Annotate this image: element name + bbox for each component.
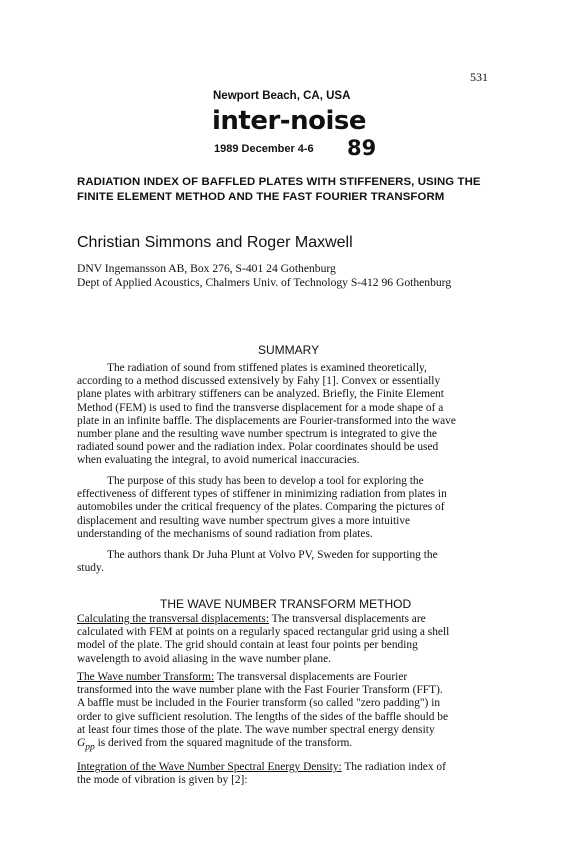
text-line: Integration of the Wave Number Spectral Energy Density: The radiation index of xyxy=(77,761,446,773)
text-line: The radiation of sound from stiffened plates is examined theoretically, xyxy=(107,362,427,374)
text-line: number plane and the resulting wave number spectrum is integrated to give the xyxy=(77,428,437,441)
text-line: automobiles under the critical frequency of the plates. Comparing the pictures of xyxy=(77,501,445,514)
subsection-lead: Calculating the transversal displacements: xyxy=(77,613,270,625)
text-line: radiated sound power and the radiation index. Polar coordinates should be used xyxy=(77,441,439,454)
conference-venue: Newport Beach, CA, USA xyxy=(213,90,351,102)
summary-heading: SUMMARY xyxy=(258,343,320,357)
text-line: Calculating the transversal displacements: The transversal displacements are xyxy=(77,613,426,625)
symbol-G: G xyxy=(77,737,86,750)
text-line: displacement and resulting wave number spectrum gives a more intuitive xyxy=(77,514,411,527)
text-line: according to a method discussed extensively by Fahy [1]. Convex or essentially xyxy=(77,375,441,388)
method-paragraph-3 xyxy=(77,761,487,787)
text-line: The Wave number Transform: The transversal displacements are Fourier xyxy=(77,671,408,683)
summary-paragraph-2 xyxy=(77,475,487,541)
affiliation-1: DNV Ingemansson AB, Box 276, S-401 24 Gothenburg xyxy=(77,262,336,275)
conference-dates: 1989 December 4-6 xyxy=(214,143,314,155)
symbol-subscript-pp: pp xyxy=(85,742,95,753)
subsection-lead: Integration of the Wave Number Spectral Energy Density: xyxy=(77,761,342,773)
paper-title xyxy=(77,175,517,205)
text-line: Method (FEM) is used to find the transverse displacement for a mode shape of a xyxy=(77,401,444,414)
method-paragraph-2 xyxy=(77,671,487,755)
text-line: effectiveness of different types of stiffener in minimizing radiation from plates in xyxy=(77,488,447,501)
text-line: at least four times those of the plate. The wave number spectral energy density xyxy=(77,723,435,736)
method-paragraph-1 xyxy=(77,613,487,666)
conference-logo: inter-noise xyxy=(212,106,366,136)
title-line: FINITE ELEMENT METHOD AND THE FAST FOURIER TRANSFORM xyxy=(77,191,445,203)
text-line: calculated with FEM at points on a regularly spaced rectangular grid using a shell xyxy=(77,626,450,639)
affiliation-2: Dept of Applied Acoustics, Chalmers Univ. of Technology S-412 96 Gothenburg xyxy=(77,276,452,289)
text-line: A baffle must be included in the Fourier transform (so called "zero padding") in xyxy=(77,697,441,710)
text-line: study. xyxy=(77,562,104,575)
text-line: model of the plate. The grid should contain at least four points per bending xyxy=(77,639,418,652)
conference-year-mark: 89 xyxy=(347,136,377,160)
text-line: when evaluating the integral, to avoid numerical inaccuracies. xyxy=(77,454,360,467)
text-line: the mode of vibration is given by [2]: xyxy=(77,774,248,787)
subsection-lead: The Wave number Transform: xyxy=(77,671,215,683)
summary-paragraph-3 xyxy=(77,549,487,575)
text-line: plate in an infinite baffle. The displacements are Fourier-transformed into the wave xyxy=(77,414,456,427)
text-line: transformed into the wave number plane with the Fast Fourier Transform (FFT). xyxy=(77,684,443,697)
text-line: The purpose of this study has been to develop a tool for exploring the xyxy=(107,475,424,487)
text-line: $G_{pp}$ is derived from the squared magnitude of the transform. xyxy=(77,737,353,753)
text-line: The authors thank Dr Juha Plunt at Volvo PV, Sweden for supporting the xyxy=(107,549,438,561)
text-line: wavelength to avoid aliasing in the wave number plane. xyxy=(77,652,331,665)
text-line: order to give sufficient resolution. The lengths of the sides of the baffle should be xyxy=(77,710,449,723)
summary-paragraph-1 xyxy=(77,362,487,468)
title-line: RADIATION INDEX OF BAFFLED PLATES WITH STIFFENERS, USING THE xyxy=(77,176,481,188)
page-number: 531 xyxy=(470,70,488,84)
authors: Christian Simmons and Roger Maxwell xyxy=(77,234,353,251)
method-heading: THE WAVE NUMBER TRANSFORM METHOD xyxy=(160,597,412,611)
text-line: plane plates with arbitrary stiffeners can be analyzed. Briefly, the Finite Element xyxy=(77,388,444,401)
text-line: understanding of the mechanisms of sound radiation from plates. xyxy=(77,527,373,540)
